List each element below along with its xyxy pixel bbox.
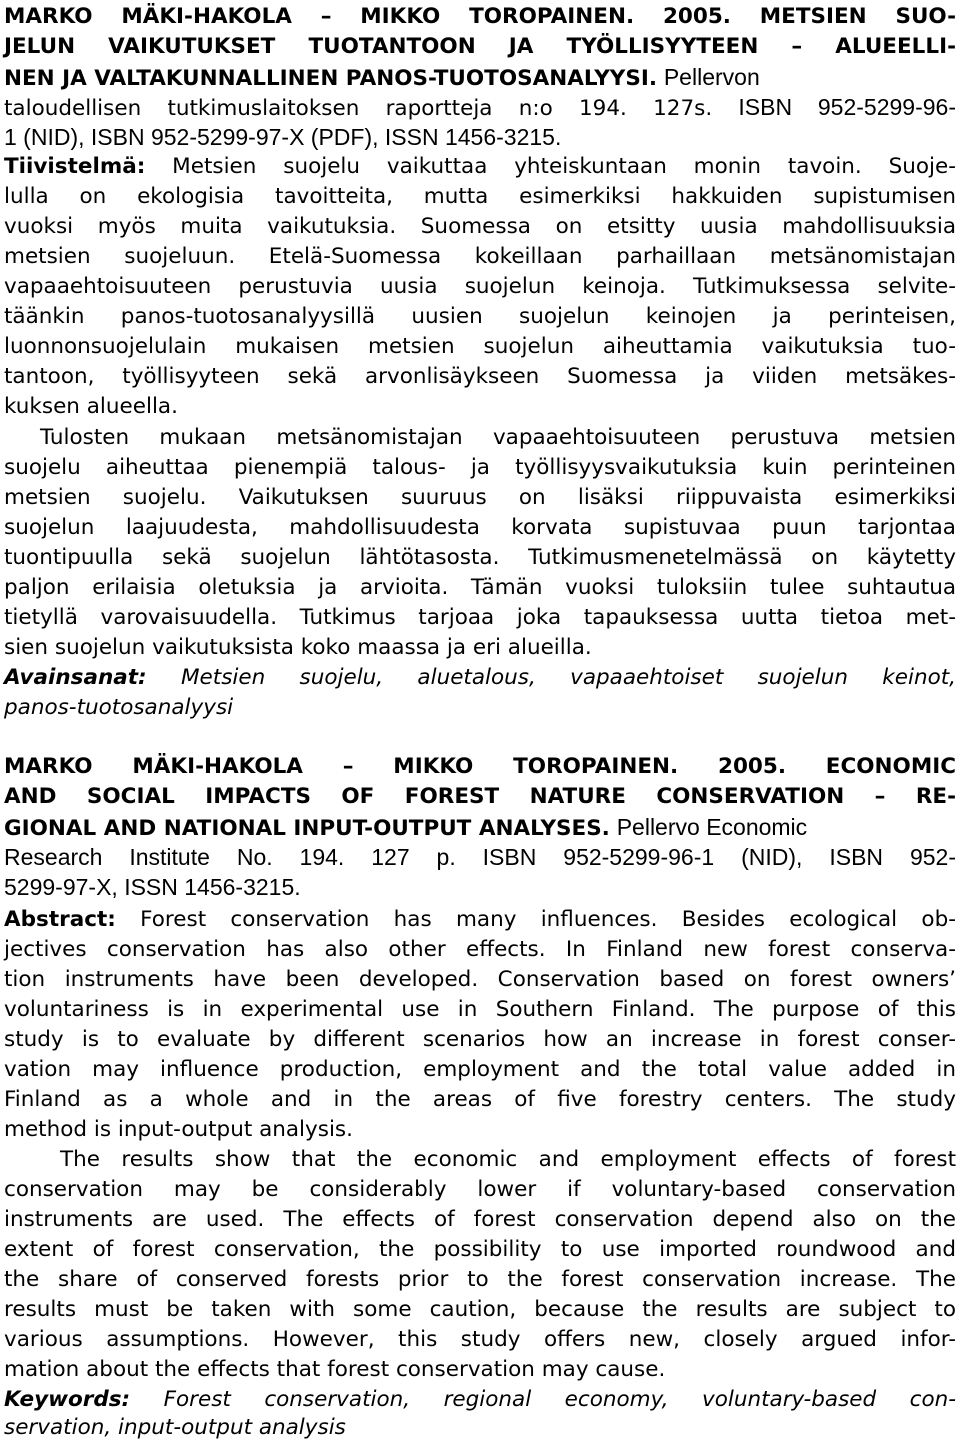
- fi-publication-series: taloudellisen tutkimuslaitoksen raportteja n:o 194. 127s.: [4, 96, 713, 121]
- en-abstract-line: extent of forest conservation, the possibility to use imported roundwood and: [4, 1237, 956, 1262]
- en-keywords-text: Forest conservation, regional economy, voluntary-based con-: [163, 1387, 956, 1412]
- en-abstract-line: various assumptions. However, this study offers new, closely argued infor-: [4, 1327, 956, 1352]
- fi-title-end: NEN JA VALTAKUNNALLINEN PANOS-TUOTOSANALYYSI.: [4, 66, 657, 91]
- fi-abstract-line: Tulosten mukaan metsänomistajan vapaaehtoisuuteen perustuva metsien: [40, 425, 956, 450]
- en-publication-line-2: 5299-97-X, ISSN 1456-3215.: [4, 874, 301, 900]
- en-keywords-label: Keywords:: [4, 1387, 131, 1412]
- fi-title-line-2: JELUN VAIKUTUKSET TUOTANTOON JA TYÖLLISYYTEEN – ALUEELLI-: [4, 34, 956, 59]
- en-title-end: GIONAL AND NATIONAL INPUT-OUTPUT ANALYSES.: [4, 816, 610, 841]
- fi-publication-line-2: 1 (NID), ISBN 952-5299-97-X (PDF), ISSN 1456-3215.: [4, 124, 562, 150]
- en-abstract-line: the share of conserved forests prior to the forest conservation increase. The: [4, 1267, 956, 1292]
- fi-abstract-line-1: [4, 152, 956, 182]
- en-abstract-line: conservation may be considerably lower if voluntary-based conservation: [4, 1177, 956, 1202]
- fi-abstract-line: täänkin panos-tuotosanalyysillä uusien suojelun keinojen ja perinteisen,: [4, 304, 956, 329]
- fi-publication-line-1: [4, 92, 956, 122]
- fi-abstract-line: suojelun laajuudesta, mahdollisuudesta korvata supistuvaa puun tarjontaa: [4, 515, 956, 540]
- fi-abstract-line: tantoon, työllisyyteen sekä arvonlisäykseen Suomessa ja viiden metsäkes-: [4, 364, 956, 389]
- fi-abstract-line: vapaaehtoisuuteen perustuvia uusia suojelun keinoja. Tutkimuksessa selvite-: [4, 274, 956, 299]
- fi-publisher-inline: Pellervon: [663, 64, 760, 90]
- fi-keywords-line-2: panos-tuotosanalyysi: [4, 695, 234, 720]
- fi-title-line-3: [4, 62, 956, 92]
- fi-abstract-line: lulla on ekologisia tavoitteita, mutta esimerkiksi hakkuiden supistumisen: [4, 184, 956, 209]
- en-abstract-line-1: [4, 905, 956, 935]
- en-abstract-line: voluntariness is in experimental use in Southern Finland. The purpose of this: [4, 997, 956, 1022]
- fi-abstract-line: tietyllä varovaisuudella. Tutkimus tarjoaa joka tapauksessa uutta tietoa met-: [4, 605, 956, 630]
- fi-abstract-text: Metsien suojelu vaikuttaa yhteiskuntaan monin tavoin. Suoje-: [172, 154, 956, 179]
- fi-abstract-line: tuontipuulla sekä suojelun lähtötasosta. Tutkimusmenetelmässä on käytetty: [4, 545, 956, 570]
- en-keywords-line-1: [4, 1385, 956, 1415]
- fi-abstract-line: kuksen alueella.: [4, 394, 178, 419]
- fi-abstract-line: paljon erilaisia oletuksia ja arvioita. Tämän vuoksi tuloksiin tulee suhtautua: [4, 575, 956, 600]
- fi-abstract-line: vuoksi myös muita vaikutuksia. Suomessa on etsitty uusia mahdollisuuksia: [4, 214, 956, 239]
- en-title-line-1: MARKO MÄKI-HAKOLA – MIKKO TOROPAINEN. 2005. ECONOMIC: [4, 754, 956, 779]
- en-abstract-line: Finland as a whole and in the areas of five forestry centers. The study: [4, 1087, 956, 1112]
- fi-keywords-label: Avainsanat:: [4, 665, 147, 690]
- en-abstract-line: mation about the effects that forest conservation may cause.: [4, 1357, 666, 1382]
- en-publication-line-1: Research Institute No. 194. 127 p. ISBN 952-5299-96-1 (NID), ISBN 952-: [4, 844, 956, 870]
- en-abstract-line: instruments are used. The effects of forest conservation depend also on the: [4, 1207, 956, 1232]
- fi-keywords-line-1: [4, 663, 956, 693]
- fi-abstract-line: metsien suojelu. Vaikutuksen suuruus on lisäksi riippuvaista esimerkiksi: [4, 485, 956, 510]
- fi-abstract-line: suojelu aiheuttaa pienempiä talous- ja työllisyysvaikutuksia kuin perinteinen: [4, 455, 956, 480]
- en-abstract-line: tion instruments have been developed. Conservation based on forest owners’: [4, 967, 956, 992]
- en-abstract-line: study is to evaluate by different scenarios how an increase in forest conser-: [4, 1027, 956, 1052]
- en-abstract-text: Forest conservation has many influences. Besides ecological ob-: [140, 907, 956, 932]
- en-publisher-inline: Pellervo Economic: [616, 814, 808, 840]
- fi-isbn-start: ISBN 952-5299-96-: [738, 94, 956, 120]
- en-abstract-line: method is input-output analysis.: [4, 1117, 353, 1142]
- en-title-line-3: [4, 812, 956, 842]
- en-abstract-line: vation may influence production, employment and the total value added in: [4, 1057, 956, 1082]
- fi-keywords-text: Metsien suojelu, aluetalous, vapaaehtoiset suojelun keinot,: [180, 665, 956, 690]
- fi-abstract-label: Tiivistelmä:: [4, 154, 146, 179]
- fi-abstract-line: metsien suojeluun. Etelä-Suomessa kokeillaan parhaillaan metsänomistajan: [4, 244, 956, 269]
- fi-abstract-line: sien suojelun vaikutuksista koko maassa ja eri alueilla.: [4, 635, 592, 660]
- en-keywords-line-2: servation, input-output analysis: [4, 1415, 346, 1440]
- fi-abstract-line: luonnonsuojelulain mukaisen metsien suojelun aiheuttamia vaikutuksia tuo-: [4, 334, 956, 359]
- en-abstract-line: results must be taken with some caution, because the results are subject to: [4, 1297, 956, 1322]
- en-abstract-line: The results show that the economic and employment effects of forest: [60, 1147, 956, 1172]
- en-abstract-label: Abstract:: [4, 907, 116, 932]
- en-title-line-2: AND SOCIAL IMPACTS OF FOREST NATURE CONSERVATION – RE-: [4, 784, 956, 809]
- fi-title-line-1: MARKO MÄKI-HAKOLA – MIKKO TOROPAINEN. 2005. METSIEN SUO-: [4, 4, 956, 29]
- en-abstract-line: jectives conservation has also other effects. In Finland new forest conserva-: [4, 937, 956, 962]
